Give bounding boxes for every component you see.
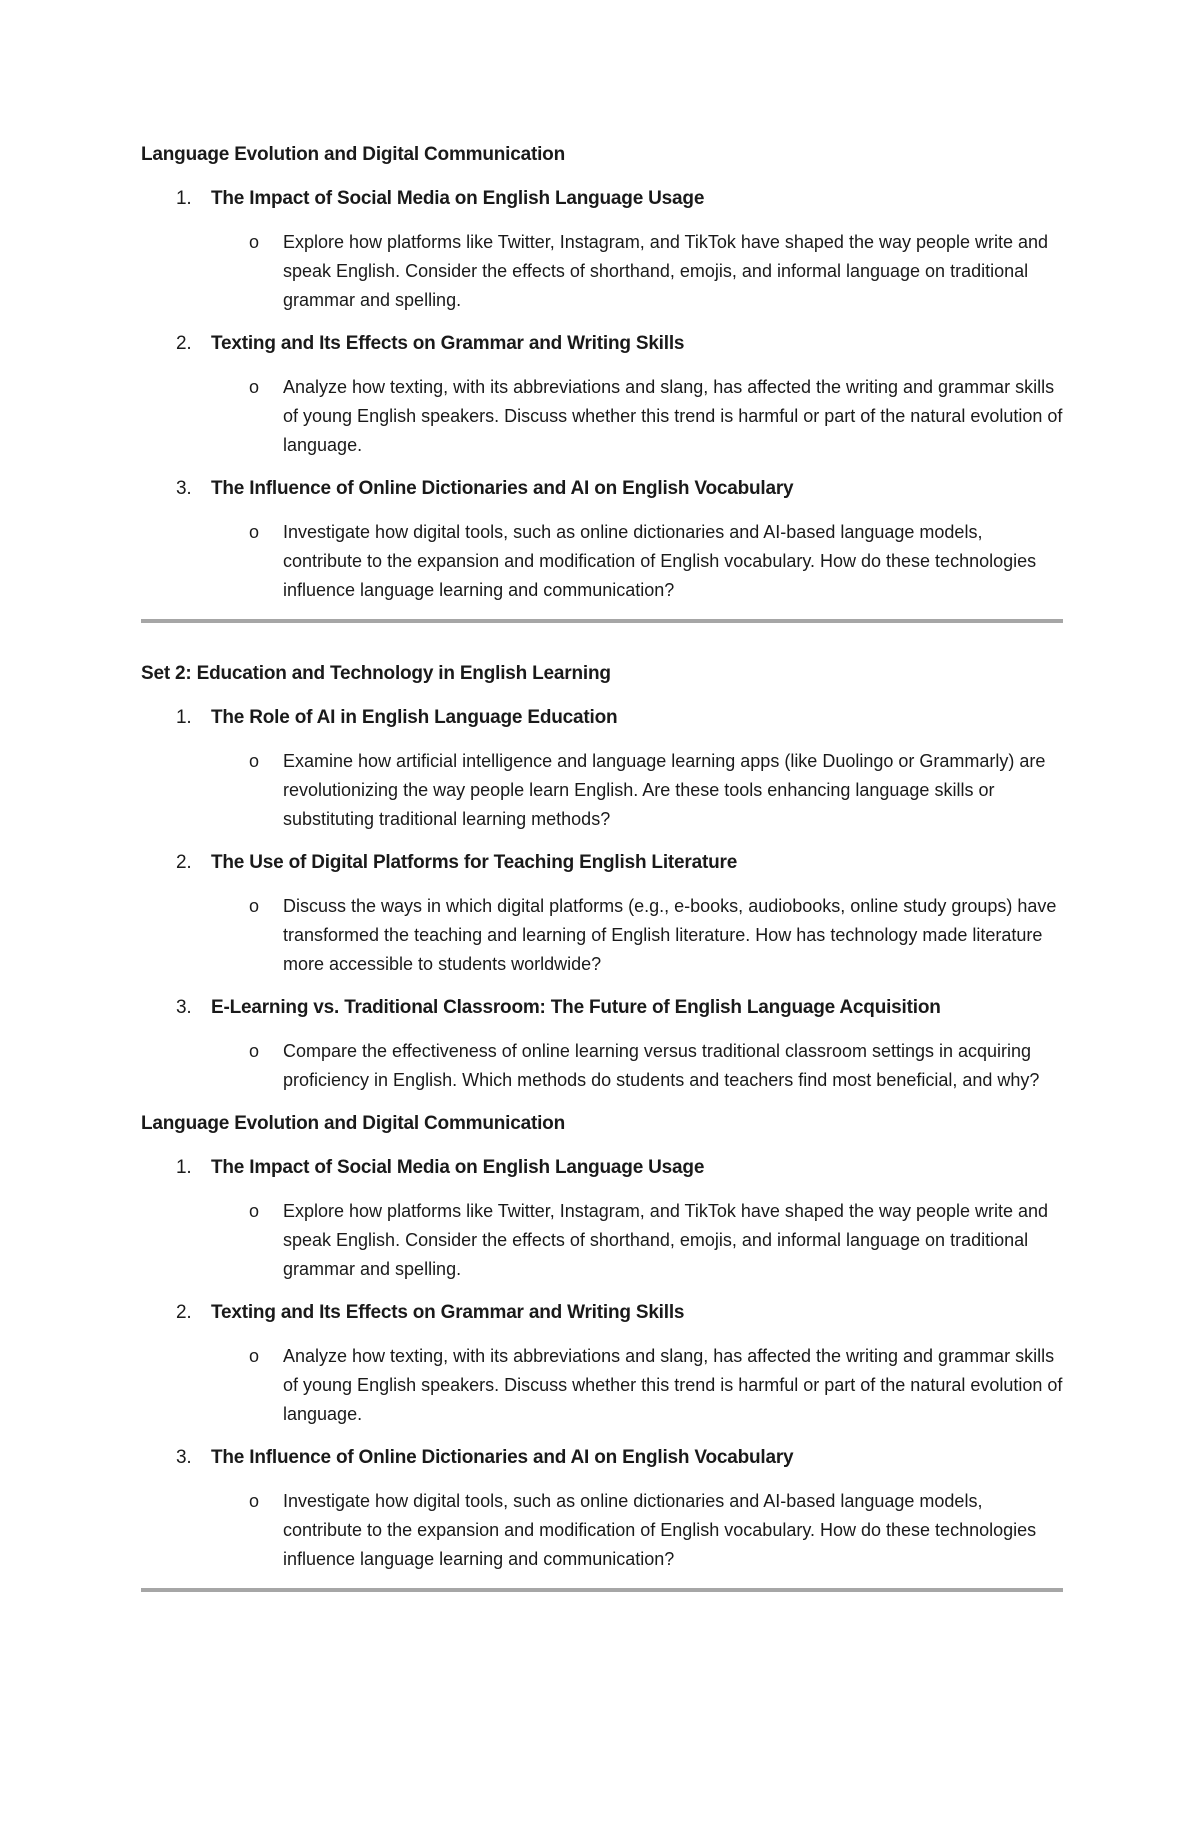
topic-title: The Use of Digital Platforms for Teaching English Literature bbox=[211, 852, 738, 873]
topic-number: 3. bbox=[176, 997, 192, 1018]
topic-number: 3. bbox=[176, 478, 192, 499]
section-title: Language Evolution and Digital Communication bbox=[141, 144, 565, 165]
topic-number: 1. bbox=[176, 188, 192, 209]
topic-title: The Role of AI in English Language Education bbox=[211, 707, 618, 728]
topic-item bbox=[141, 1298, 1063, 1429]
topic-description: Analyze how texting, with its abbreviations and slang, has affected the writing and grammar skills of young English speakers. Discuss whether this trend is harmful or part of the natural evolution of language. bbox=[283, 1346, 1063, 1424]
topic-description: Investigate how digital tools, such as online dictionaries and AI-based language models, contribute to the expansion and modification of English vocabulary. How do these technologies influence language learning and communication? bbox=[283, 522, 1037, 600]
section-education-technology bbox=[141, 659, 1063, 1095]
bullet-marker: o bbox=[249, 1491, 260, 1511]
topic-description: Explore how platforms like Twitter, Instagram, and TikTok have shaped the way people write and speak English. Consider the effects of shorthand, emojis, and informal language on traditional grammar and spelling. bbox=[283, 232, 1049, 310]
topic-description: Compare the effectiveness of online learning versus traditional classroom settings in acquiring proficiency in English. Which methods do students and teachers find most beneficial, and why? bbox=[283, 1041, 1040, 1090]
topic-title: Texting and Its Effects on Grammar and Writing Skills bbox=[211, 333, 685, 354]
topic-number: 1. bbox=[176, 707, 192, 728]
topic-description: Discuss the ways in which digital platforms (e.g., e-books, audiobooks, online study groups) have transformed the teaching and learning of English literature. How has technology made literature more accessible to students worldwide? bbox=[283, 896, 1057, 974]
bullet-marker: o bbox=[249, 751, 260, 771]
topic-title: The Impact of Social Media on English Language Usage bbox=[211, 188, 705, 209]
topic-number: 2. bbox=[176, 1302, 192, 1323]
bullet-marker: o bbox=[249, 522, 260, 542]
bullet-marker: o bbox=[249, 1201, 260, 1221]
topic-title: The Impact of Social Media on English Language Usage bbox=[211, 1157, 705, 1178]
topic-item bbox=[141, 993, 1063, 1095]
section-title: Language Evolution and Digital Communication bbox=[141, 1113, 565, 1134]
topic-item bbox=[141, 1443, 1063, 1574]
topic-number: 2. bbox=[176, 852, 192, 873]
section-language-evolution bbox=[141, 140, 1063, 623]
topic-item bbox=[141, 703, 1063, 834]
topic-number: 2. bbox=[176, 333, 192, 354]
topic-item bbox=[141, 329, 1063, 460]
topic-title: The Influence of Online Dictionaries and AI on English Vocabulary bbox=[211, 1447, 794, 1468]
topic-number: 1. bbox=[176, 1157, 192, 1178]
section-title: Set 2: Education and Technology in English Learning bbox=[141, 663, 611, 684]
bullet-marker: o bbox=[249, 377, 260, 397]
bullet-marker: o bbox=[249, 232, 260, 252]
topic-description: Examine how artificial intelligence and language learning apps (like Duolingo or Grammarly) are revolutionizing the way people learn English. Are these tools enhancing language skills or substituting traditional learning methods? bbox=[283, 751, 1046, 829]
topic-item bbox=[141, 1153, 1063, 1284]
topic-item bbox=[141, 184, 1063, 315]
bullet-marker: o bbox=[249, 1041, 260, 1061]
horizontal-rule bbox=[141, 619, 1063, 623]
section-language-evolution-repeat bbox=[141, 1109, 1063, 1592]
bullet-marker: o bbox=[249, 896, 260, 916]
topic-title: E-Learning vs. Traditional Classroom: The Future of English Language Acquisition bbox=[211, 997, 941, 1018]
bullet-marker: o bbox=[249, 1346, 260, 1366]
topic-number: 3. bbox=[176, 1447, 192, 1468]
topic-description: Investigate how digital tools, such as online dictionaries and AI-based language models, contribute to the expansion and modification of English vocabulary. How do these technologies influence language learning and communication? bbox=[283, 1491, 1037, 1569]
topic-item bbox=[141, 474, 1063, 605]
horizontal-rule bbox=[141, 1588, 1063, 1592]
topic-item bbox=[141, 848, 1063, 979]
topic-description: Analyze how texting, with its abbreviations and slang, has affected the writing and grammar skills of young English speakers. Discuss whether this trend is harmful or part of the natural evolution of language. bbox=[283, 377, 1063, 455]
topic-title: Texting and Its Effects on Grammar and Writing Skills bbox=[211, 1302, 685, 1323]
topic-description: Explore how platforms like Twitter, Instagram, and TikTok have shaped the way people write and speak English. Consider the effects of shorthand, emojis, and informal language on traditional grammar and spelling. bbox=[283, 1201, 1049, 1279]
topic-title: The Influence of Online Dictionaries and AI on English Vocabulary bbox=[211, 478, 794, 499]
